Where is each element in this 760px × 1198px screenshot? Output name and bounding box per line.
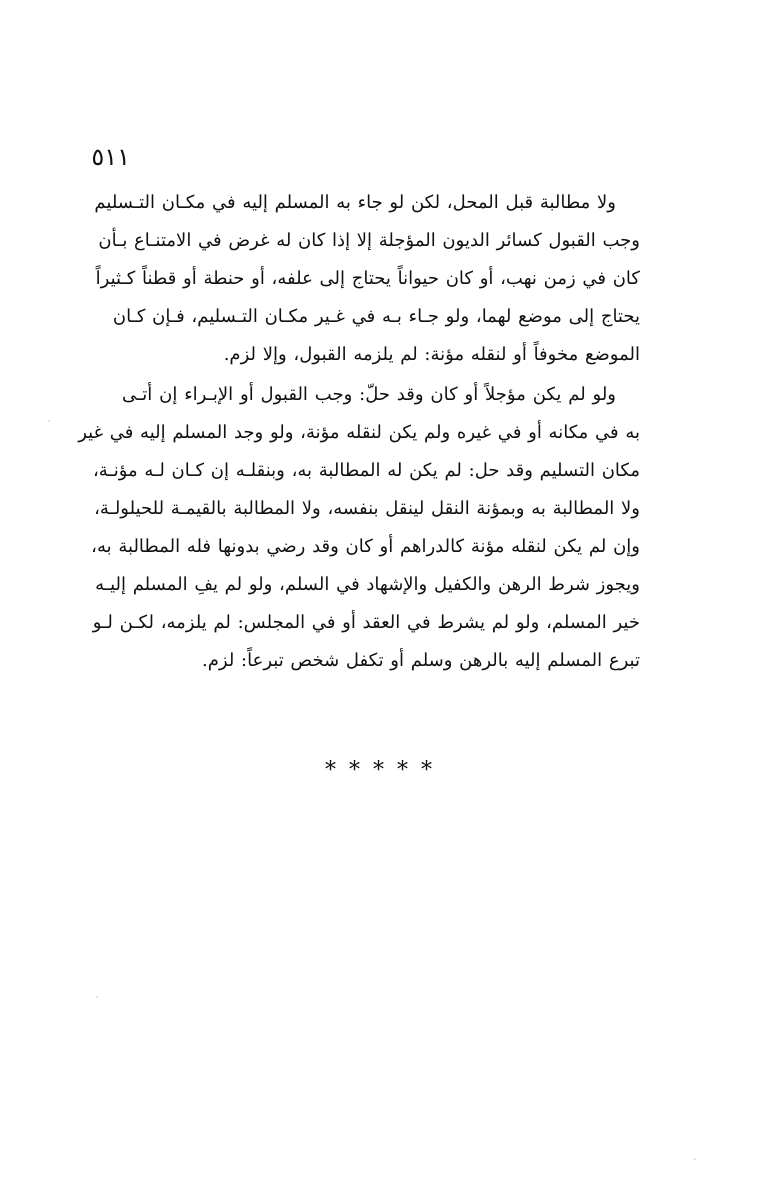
text-line: به في مكانه أو في غيره ولم يكن لنقله مؤنة، ولو وجد المسلم إليه في غير [78,422,640,443]
text-line: خير المسلم، ولو لم يشرط في العقد أو في المجلس: لم يلزمه، لكـن لـو [92,612,640,633]
main-text [78,184,640,680]
text-line: كان في زمن نهب، أو كان حيواناً يحتاج إلى علفه، أو حنطة أو قطناً كـثيراً [95,268,640,289]
text-line: وجب القبول كسائر الديون المؤجلة إلا إذا كان له غرض في الامتنـاع بـأن [98,230,640,251]
scan-speck [694,1158,696,1160]
text-line: ويجوز شرط الرهن والكفيل والإشهاد في السلم، ولو لم يفِ المسلم إليـه [95,574,640,595]
scan-speck [48,420,50,422]
text-line: الموضع مخوفاً أو لنقله مؤنة: لم يلزمه القبول، وإلا لزم. [223,344,640,365]
text-line: وإن لم يكن لنقله مؤنة كالدراهم أو كان وقد رضي بدونها فله المطالبة به، [91,536,640,557]
page-number: ٥١١ [91,143,130,171]
paragraph-1 [94,184,640,374]
section-separator: * * * * * [325,758,435,783]
text-line: ولا مطالبة قبل المحل، لكن لو جاء به المسلم إليه في مكـان التـسليم [94,192,616,213]
text-line: مكان التسليم وقد حل: لم يكن له المطالبة به، وبنقلـه إن كـان لـه مؤنـة، [93,460,640,481]
scan-speck [96,996,98,998]
text-line: ولا المطالبة به وبمؤنة النقل لينقل بنفسه، ولا المطالبة بالقيمـة للحيلولـة، [94,498,640,519]
text-line: ولو لم يكن مؤجلاً أو كان وقد حلّ: وجب القبول أو الإبـراء إن أتـى [122,384,616,405]
text-line: تبرع المسلم إليه بالرهن وسلم أو تكفل شخص تبرعاً: لزم. [202,650,640,671]
text-line: يحتاج إلى موضع لهما، ولو جـاء بـه في غـير مكـان التـسليم، فـإن كـان [112,306,640,327]
paragraph-2 [78,376,640,680]
